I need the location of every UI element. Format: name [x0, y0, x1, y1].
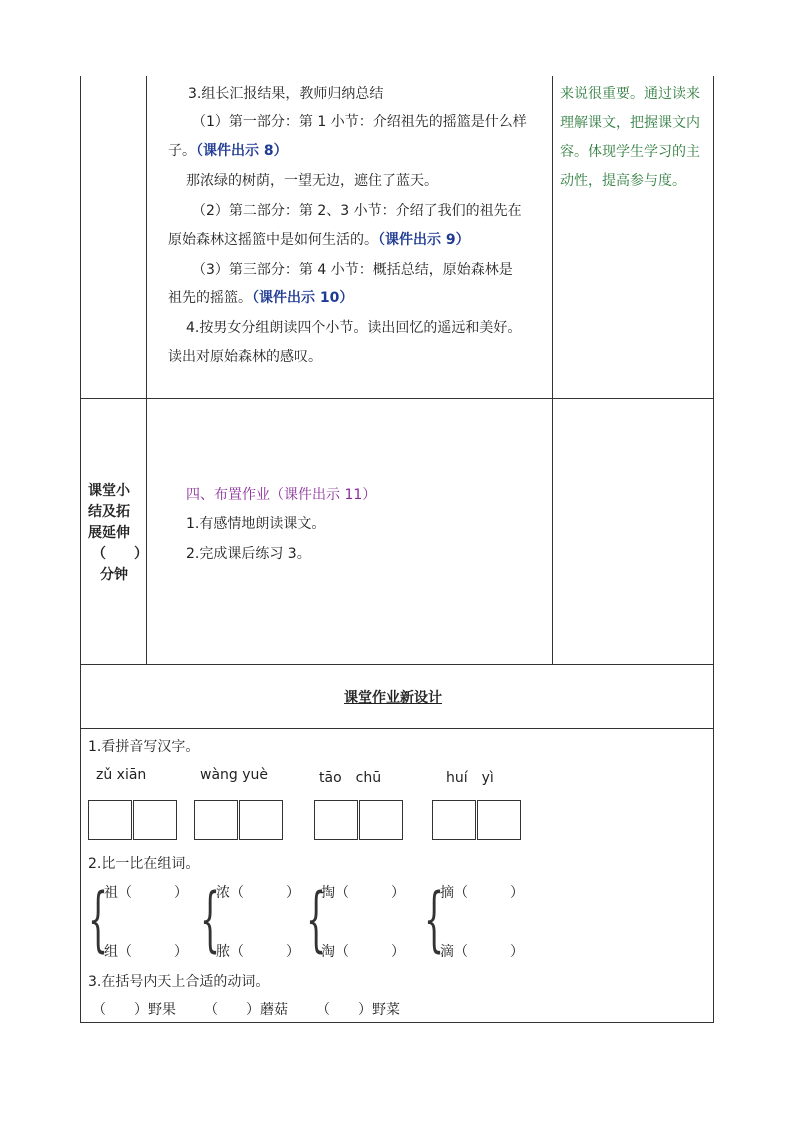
write-box[interactable] [432, 800, 476, 840]
row-divider-1 [80, 398, 714, 399]
brace-icon: { [306, 878, 327, 960]
homework-item-1: 1.有感情地朗读课文。 [186, 516, 326, 532]
line-step4: 4.按男女分组朗读四个小节。读出回忆的遥远和美好。 [186, 320, 522, 336]
col-divider-2 [552, 76, 553, 664]
table-left-border [80, 76, 81, 1023]
pair-4-bottom: 滴（ ） [440, 944, 524, 960]
line-quote: 那浓绿的树荫，一望无边，遮住了蓝天。 [186, 173, 438, 189]
homework-item-2: 2.完成课后练习 3。 [186, 546, 311, 562]
write-box[interactable] [314, 800, 358, 840]
line-part1-cont: 子。（课件出示 8） [168, 143, 288, 159]
write-box[interactable] [239, 800, 283, 840]
pair-3-bottom: 淘（ ） [321, 944, 405, 960]
table-right-border [713, 76, 714, 1023]
pair-1-bottom: 组（ ） [104, 944, 188, 960]
write-box[interactable] [88, 800, 132, 840]
courseware-10-label: （课件出示 10） [252, 290, 354, 306]
write-box[interactable] [133, 800, 177, 840]
row-divider-3 [80, 728, 714, 729]
pinyin-2: wàng yuè [200, 767, 269, 783]
line-step3: 3.组长汇报结果，教师归纳总结 [188, 86, 384, 102]
question-3: 3.在括号内天上合适的动词。 [88, 974, 270, 990]
courseware-9-label: （课件出示 9） [378, 232, 470, 248]
q3-item-1: （ ）野果 [92, 1002, 176, 1018]
brace-icon: { [88, 878, 109, 960]
homework-title: 课堂作业新设计 [344, 690, 442, 706]
note-line-3: 容。体现学生学习的主 [560, 144, 700, 160]
pair-4-top: 摘（ ） [440, 885, 524, 901]
homework-heading: 四、布置作业（课件出示 11） [186, 487, 377, 503]
line-step4-cont: 读出对原始森林的感叹。 [168, 349, 322, 365]
pair-3-top: 掏（ ） [321, 885, 405, 901]
brace-icon: { [424, 878, 445, 960]
line-part2-cont: 原始森林这摇篮中是如何生活的。（课件出示 9） [168, 232, 470, 248]
q3-item-3: （ ）野菜 [316, 1002, 400, 1018]
table-bottom-border [80, 1022, 714, 1023]
line-part1: （1）第一部分：第 1 小节：介绍祖先的摇篮是什么样 [192, 114, 527, 130]
write-box[interactable] [194, 800, 238, 840]
line-part3-cont: 祖先的摇篮。（课件出示 10） [168, 290, 354, 306]
write-box[interactable] [359, 800, 403, 840]
pinyin-1: zǔ xiān [96, 767, 147, 783]
note-line-1: 来说很重要。通过读来 [560, 86, 700, 102]
pair-2-bottom: 脓（ ） [216, 944, 300, 960]
line-part3: （3）第三部分：第 4 小节：概括总结，原始森林是 [192, 262, 513, 278]
col-divider-1 [146, 76, 147, 664]
question-1: 1.看拼音写汉字。 [88, 739, 200, 755]
brace-icon: { [200, 878, 221, 960]
row-divider-2 [80, 664, 714, 665]
note-line-2: 理解课文，把握课文内 [560, 115, 700, 131]
pair-1-top: 祖（ ） [104, 885, 188, 901]
pinyin-3: tāo chū [319, 770, 382, 786]
courseware-8-label: （课件出示 8） [196, 143, 288, 159]
note-line-4: 动性，提高参与度。 [560, 173, 686, 189]
pair-2-top: 浓（ ） [216, 885, 300, 901]
q3-item-2: （ ）蘑菇 [204, 1002, 288, 1018]
write-box[interactable] [477, 800, 521, 840]
question-2: 2.比一比在组词。 [88, 856, 200, 872]
pinyin-4: huí yì [446, 770, 494, 786]
line-part2: （2）第二部分：第 2、3 小节：介绍了我们的祖先在 [192, 203, 522, 219]
